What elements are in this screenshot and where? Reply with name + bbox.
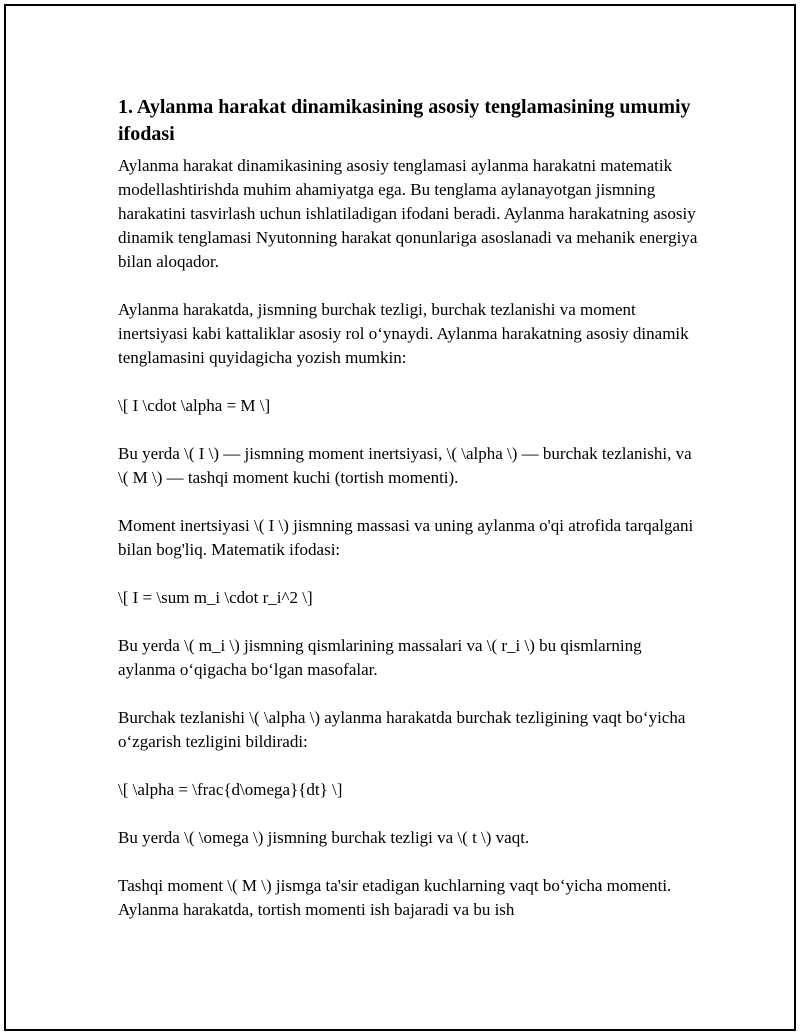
paragraph-quantities: Aylanma harakatda, jismning burchak tezligi, burchak tezlanishi va moment inertsiyasi kabi kattaliklar asosiy rol o‘ynaydi. Aylanma harakatning asosiy dinamik tenglamasini quyidagicha yozish mumkin: xyxy=(118,300,689,367)
paragraph-external-moment: Tashqi moment \( M \) jismga ta'sir etadigan kuchlarning vaqt bo‘yicha momenti. Aylanma harakatda, tortish momenti ish bajaradi va bu ish xyxy=(118,876,672,919)
paragraph-omega: Bu yerda \( \omega \) jismning burchak tezligi va \( t \) vaqt. xyxy=(118,828,530,847)
section-heading: 1. Aylanma harakat dinamikasining asosiy tenglamasining umumiy ifodasi xyxy=(118,96,691,145)
paragraph-angular-acceleration: Burchak tezlanishi \( \alpha \) aylanma harakatda burchak tezligining vaqt bo‘yicha o‘zgarish tezligini bildiradi: xyxy=(118,708,686,751)
paragraph-definitions: Bu yerda \( I \) — jismning moment inertsiyasi, \( \alpha \) — burchak tezlanishi, va \( M \) — tashqi moment kuchi (tortish momenti). xyxy=(118,444,692,487)
paragraph-inertia-terms: Bu yerda \( m_i \) jismning qismlarining massalari va \( r_i \) bu qismlarning aylanma o‘qigacha bo‘lgan masofalar. xyxy=(118,636,642,679)
document-body xyxy=(118,94,698,946)
equation-alpha: \[ \alpha = \frac{d\omega}{dt} \] xyxy=(118,780,343,799)
equation-inertia: \[ I = \sum m_i \cdot r_i^2 \] xyxy=(118,588,313,607)
paragraph-intro: Aylanma harakat dinamikasining asosiy tenglamasi aylanma harakatni matematik modellashtirishda muhim ahamiyatga ega. Bu tenglama aylanayotgan jismning harakatini tasvirlash uchun ishlatiladigan ifodani beradi. Aylanma harakatning asosiy dinamik tenglamasi Nyutonning harakat qonunlariga asoslanadi va mehanik energiya bilan aloqador. xyxy=(118,156,698,271)
equation-main: \[ I \cdot \alpha = M \] xyxy=(118,396,271,415)
paragraph-moment-inertia: Moment inertsiyasi \( I \) jismning massasi va uning aylanma o'qi atrofida tarqalgani bilan bog'liq. Matematik ifodasi: xyxy=(118,516,694,559)
